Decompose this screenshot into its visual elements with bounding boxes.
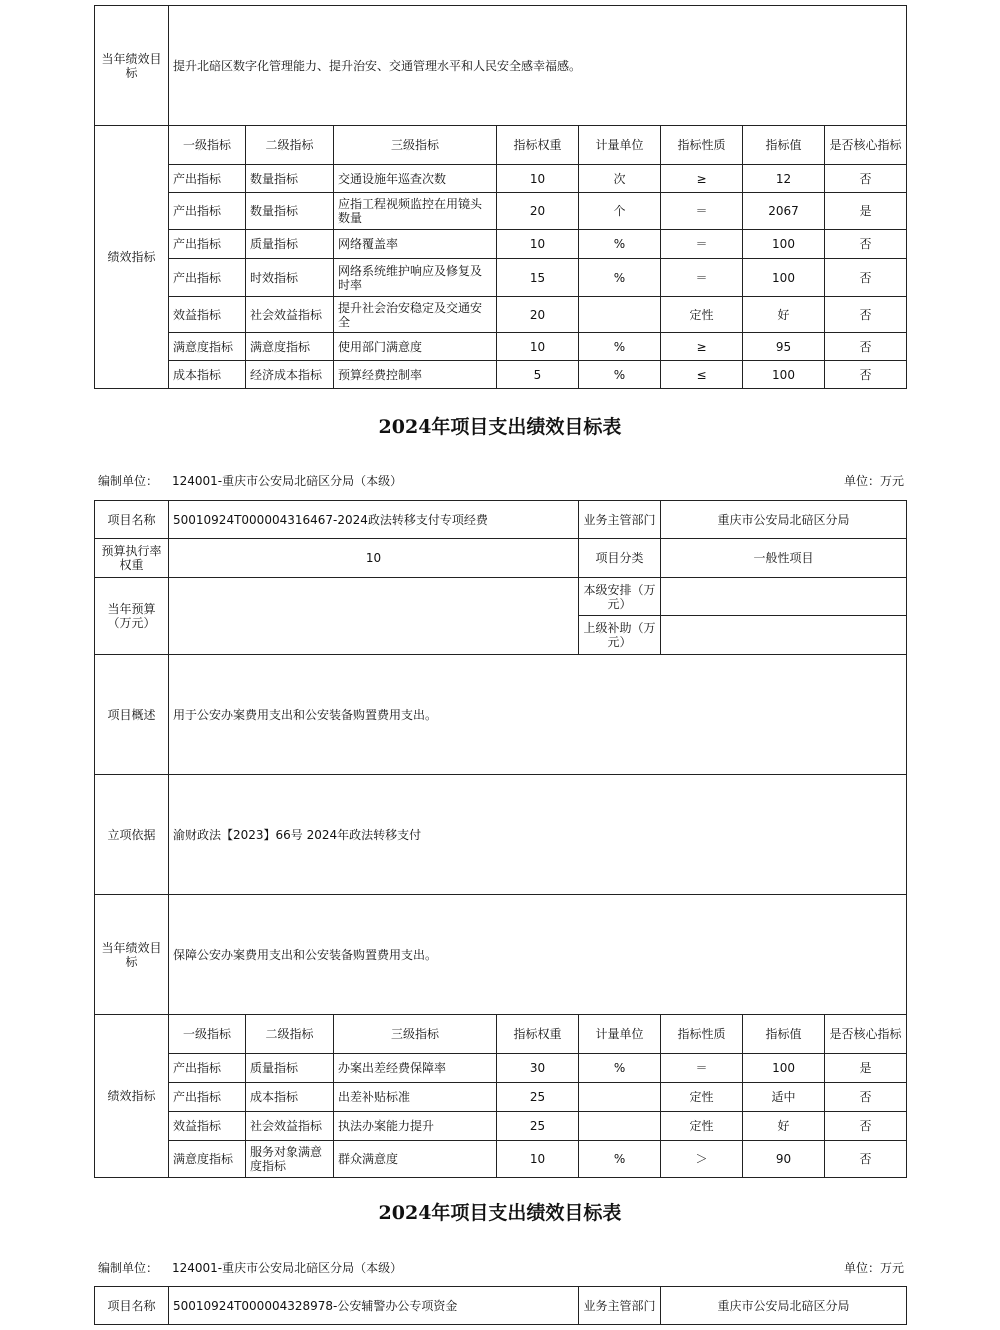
value-cell: 100 [743,361,825,389]
table-row [95,361,907,389]
org-value: 124001-重庆市公安局北碚区分局（本级） [172,474,403,488]
local-label: 本级安排（万元） [579,578,661,616]
project-table-2 [94,500,907,1178]
perf-label: 绩效指标 [95,126,169,389]
core-cell: 否 [825,1112,907,1141]
unit-cell [579,1083,661,1112]
weight-cell: 10 [497,165,579,193]
unit-text: 单位：万元 [843,474,904,488]
goal-label: 当年绩效目标 [95,895,169,1015]
level2-cell: 社会效益指标 [246,1112,334,1141]
org-label: 编制单位： [98,1261,159,1275]
level3-cell: 办案出差经费保障率 [334,1054,497,1083]
header-cell: 三级指标 [334,1015,497,1054]
value-cell: 好 [743,297,825,333]
nature-cell: 定性 [661,1112,743,1141]
level1-cell: 产出指标 [169,1083,246,1112]
value-cell: 2067 [743,193,825,230]
perf-label: 绩效指标 [95,1015,169,1178]
header-cell: 三级指标 [334,126,497,165]
level2-cell: 时效指标 [246,259,334,297]
weight-cell: 20 [497,193,579,230]
project-name-label: 项目名称 [95,1287,169,1325]
header-cell: 一级指标 [169,1015,246,1054]
table-row [95,1054,907,1083]
core-cell: 是 [825,1054,907,1083]
category-label: 项目分类 [579,539,661,578]
core-cell: 否 [825,1141,907,1178]
unit-cell: % [579,361,661,389]
unit-cell: % [579,1141,661,1178]
nature-cell: 定性 [661,1083,743,1112]
nature-cell: 定性 [661,297,743,333]
level3-cell: 群众满意度 [334,1141,497,1178]
core-cell: 否 [825,259,907,297]
upper-label: 上级补助（万元） [579,616,661,655]
level2-cell: 社会效益指标 [246,297,334,333]
value-cell: 100 [743,259,825,297]
section-title: 2024年项目支出绩效目标表 [378,1202,622,1224]
budget-label: 当年预算（万元） [95,578,169,655]
level3-cell: 网络覆盖率 [334,230,497,259]
weight-cell: 10 [497,333,579,361]
dept-label: 业务主管部门 [579,501,661,539]
core-cell: 否 [825,333,907,361]
header-cell: 指标权重 [497,126,579,165]
project-name: 50010924T000004316467-2024政法转移支付专项经费 [169,501,579,539]
level1-cell: 产出指标 [169,165,246,193]
table-row [95,230,907,259]
level2-cell: 经济成本指标 [246,361,334,389]
level1-cell: 产出指标 [169,193,246,230]
weight-cell: 10 [497,230,579,259]
goal-text: 保障公安办案费用支出和公安装备购置费用支出。 [169,895,907,1015]
basis-text: 渝财政法【2023】66号 2024年政法转移支付 [169,775,907,895]
goal-text: 提升北碚区数字化管理能力、提升治安、交通管理水平和人民安全感幸福感。 [169,6,907,126]
weight-cell: 20 [497,297,579,333]
goal-label: 当年绩效目标 [95,6,169,126]
weight-value: 10 [169,539,579,578]
core-cell: 否 [825,230,907,259]
header-cell: 一级指标 [169,126,246,165]
core-cell: 否 [825,165,907,193]
section-title: 2024年项目支出绩效目标表 [378,416,622,438]
unit-cell: 次 [579,165,661,193]
nature-cell: ≤ [661,361,743,389]
weight-label: 预算执行率权重 [95,539,169,578]
unit-cell [579,1112,661,1141]
header-cell: 二级指标 [246,126,334,165]
meta-row [98,472,904,488]
value-cell: 适中 [743,1083,825,1112]
table-row [95,1112,907,1141]
unit-cell: % [579,259,661,297]
weight-cell: 25 [497,1112,579,1141]
perf-table-1 [94,5,907,389]
nature-cell: ＝ [661,259,743,297]
level1-cell: 成本指标 [169,361,246,389]
nature-cell: ≥ [661,333,743,361]
upper-value [661,616,907,655]
unit-cell: % [579,333,661,361]
dept-value: 重庆市公安局北碚区分局 [661,1287,907,1325]
project-name: 50010924T000004328978-公安辅警办公专项资金 [169,1287,579,1325]
nature-cell: ＝ [661,1054,743,1083]
header-cell: 指标值 [743,1015,825,1054]
level2-cell: 质量指标 [246,230,334,259]
level2-cell: 服务对象满意度指标 [246,1141,334,1178]
value-cell: 95 [743,333,825,361]
level2-cell: 数量指标 [246,193,334,230]
level2-cell: 满意度指标 [246,333,334,361]
level1-cell: 效益指标 [169,1112,246,1141]
overview-text: 用于公安办案费用支出和公安装备购置费用支出。 [169,655,907,775]
project-table-3 [94,1286,907,1325]
weight-cell: 5 [497,361,579,389]
meta-row [98,1259,904,1275]
header-cell: 指标性质 [661,126,743,165]
level3-cell: 提升社会治安稳定及交通安全 [334,297,497,333]
table-row [95,297,907,333]
value-cell: 100 [743,230,825,259]
level1-cell: 满意度指标 [169,1141,246,1178]
header-cell: 指标性质 [661,1015,743,1054]
core-cell: 否 [825,1083,907,1112]
unit-cell [579,297,661,333]
level3-cell: 执法办案能力提升 [334,1112,497,1141]
level1-cell: 效益指标 [169,297,246,333]
core-cell: 否 [825,297,907,333]
project-name-label: 项目名称 [95,501,169,539]
weight-cell: 25 [497,1083,579,1112]
dept-label: 业务主管部门 [579,1287,661,1325]
value-cell: 好 [743,1112,825,1141]
table-row [95,193,907,230]
local-value [661,578,907,616]
header-cell: 计量单位 [579,126,661,165]
level2-cell: 数量指标 [246,165,334,193]
header-cell: 计量单位 [579,1015,661,1054]
level3-cell: 预算经费控制率 [334,361,497,389]
level3-cell: 交通设施年巡查次数 [334,165,497,193]
table-row [95,1141,907,1178]
basis-label: 立项依据 [95,775,169,895]
header-cell: 指标值 [743,126,825,165]
table-row [95,165,907,193]
header-cell: 是否核心指标 [825,1015,907,1054]
weight-cell: 10 [497,1141,579,1178]
nature-cell: ≥ [661,165,743,193]
nature-cell: ＝ [661,193,743,230]
level1-cell: 满意度指标 [169,333,246,361]
category-value: 一般性项目 [661,539,907,578]
level3-cell: 出差补贴标准 [334,1083,497,1112]
core-cell: 是 [825,193,907,230]
core-cell: 否 [825,361,907,389]
nature-cell: ＞ [661,1141,743,1178]
unit-cell: % [579,230,661,259]
level1-cell: 产出指标 [169,1054,246,1083]
table-row [95,1083,907,1112]
level2-cell: 质量指标 [246,1054,334,1083]
level2-cell: 成本指标 [246,1083,334,1112]
org-value: 124001-重庆市公安局北碚区分局（本级） [172,1261,403,1275]
org-label: 编制单位： [98,474,159,488]
unit-cell: % [579,1054,661,1083]
level1-cell: 产出指标 [169,230,246,259]
level3-cell: 网络系统维护响应及修复及时率 [334,259,497,297]
weight-cell: 30 [497,1054,579,1083]
table-row [95,333,907,361]
table-row [95,259,907,297]
value-cell: 90 [743,1141,825,1178]
overview-label: 项目概述 [95,655,169,775]
dept-value: 重庆市公安局北碚区分局 [661,501,907,539]
header-cell: 指标权重 [497,1015,579,1054]
unit-text: 单位：万元 [843,1261,904,1275]
budget-value [169,578,579,655]
weight-cell: 15 [497,259,579,297]
level3-cell: 应指工程视频监控在用镜头数量 [334,193,497,230]
level1-cell: 产出指标 [169,259,246,297]
header-cell: 二级指标 [246,1015,334,1054]
value-cell: 12 [743,165,825,193]
header-cell: 是否核心指标 [825,126,907,165]
unit-cell: 个 [579,193,661,230]
value-cell: 100 [743,1054,825,1083]
nature-cell: ＝ [661,230,743,259]
level3-cell: 使用部门满意度 [334,333,497,361]
